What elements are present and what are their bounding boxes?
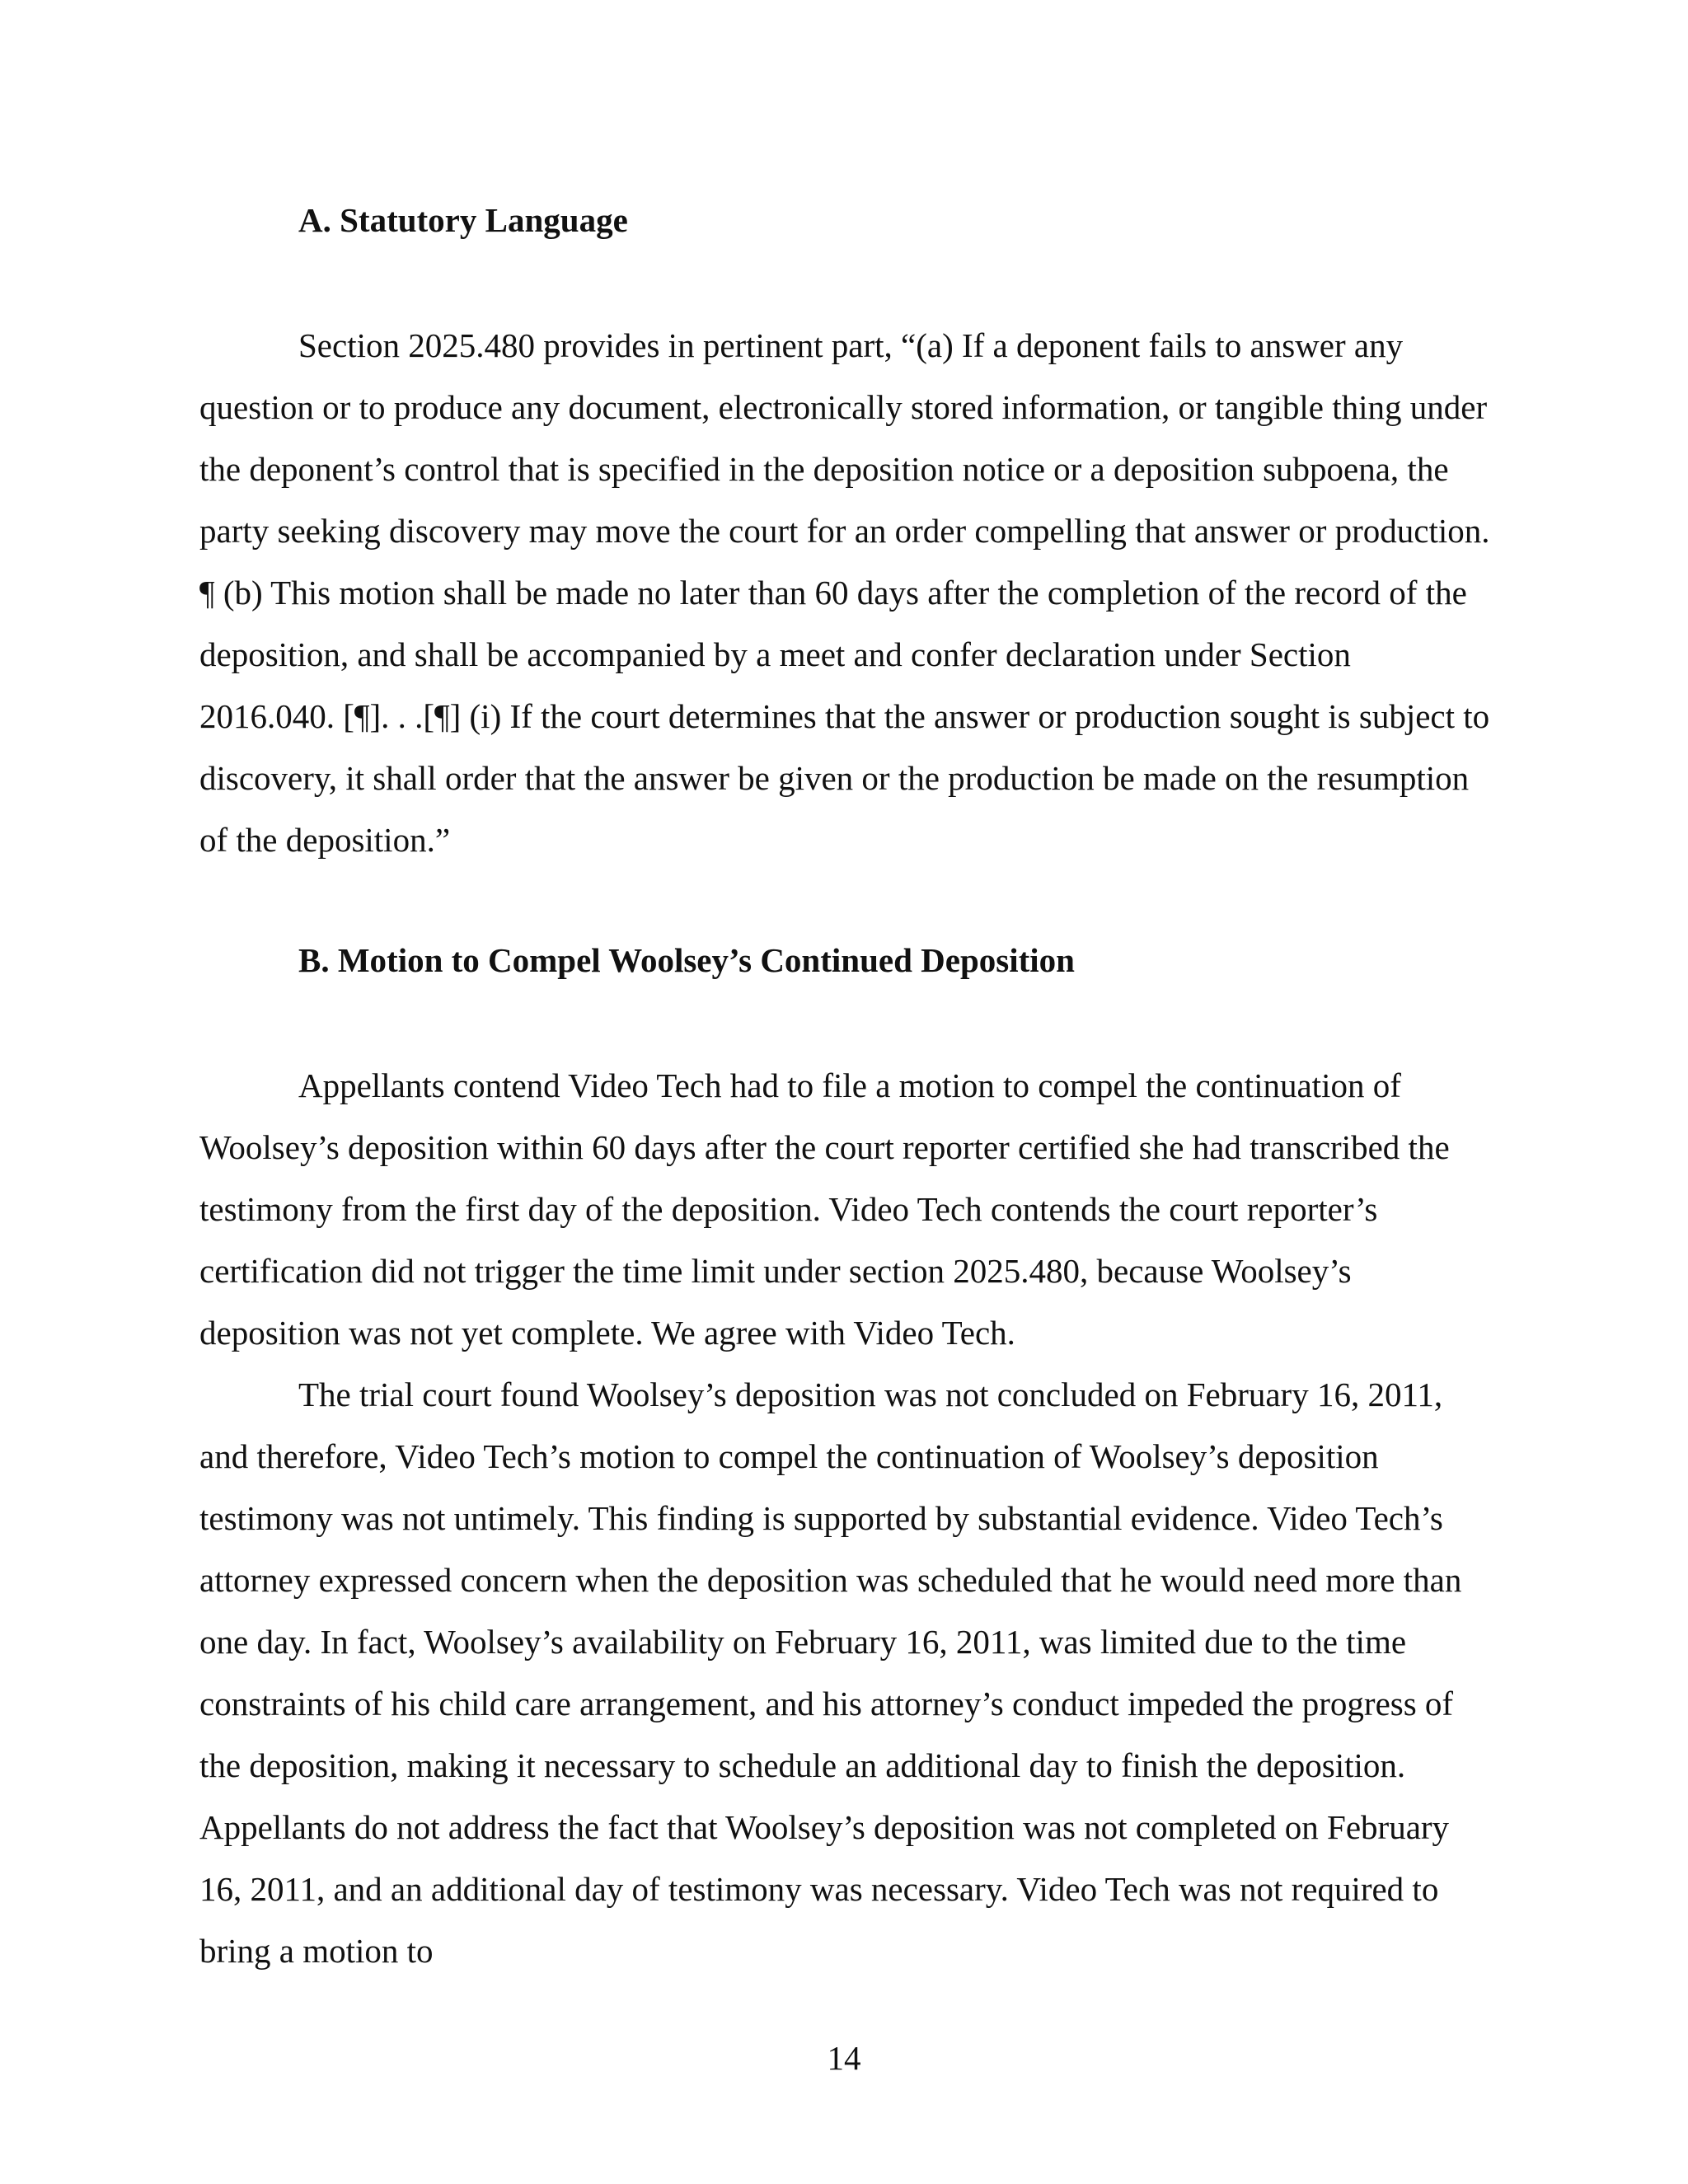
- page-number: 14: [827, 2039, 861, 2077]
- section-a-heading: A. Statutory Language: [298, 201, 628, 239]
- section-b-heading: B. Motion to Compel Woolsey’s Continued Deposition: [298, 941, 1075, 979]
- trial-court-finding-paragraph: The trial court found Woolsey’s deposition was not concluded on February 16, 2011, and therefore, Video Tech’s motion to compel the continuation of Woolsey’s deposition testimony was not untimely. This finding is supported by substantial evidence. Video Tech’s attorney expressed concern when the deposition was scheduled that he would need more than one day. In fact, Woolsey’s availability on February 16, 2011, was limited due to the time constraints of his child care arrangement, and his attorney’s conduct impeded the progress of the deposition, making it necessary to schedule an additional day to finish the deposition. Appellants do not address the fact that Woolsey’s deposition was not completed on February 16, 2011, and an additional day of testimony was necessary. Video Tech was not required to bring a motion to: [199, 1376, 1462, 1970]
- statutory-language-paragraph: Section 2025.480 provides in pertinent part, “(a) If a deponent fails to answer any question or to produce any document, electronically stored information, or tangible thing under the deponent’s control that is specified in the deposition notice or a deposition subpoena, the party seeking discovery may move the court for an order compelling that answer or production. ¶ (b) This motion shall be made no later than 60 days after the completion of the record of the deposition, and shall be accompanied by a meet and confer declaration under Section 2016.040. [¶]. . .[¶] (i) If the court determines that the answer or production sought is subject to discovery, it shall order that the answer be given or the production be made on the resumption of the deposition.”: [199, 326, 1490, 859]
- appellants-contention-paragraph: Appellants contend Video Tech had to file a motion to compel the continuation of Woolsey’s deposition within 60 days after the court reporter certified she had transcribed the testimony from the first day of the deposition. Video Tech contends the court reporter’s certification did not trigger the time limit under section 2025.480, because Woolsey’s deposition was not yet complete. We agree with Video Tech.: [199, 1066, 1450, 1352]
